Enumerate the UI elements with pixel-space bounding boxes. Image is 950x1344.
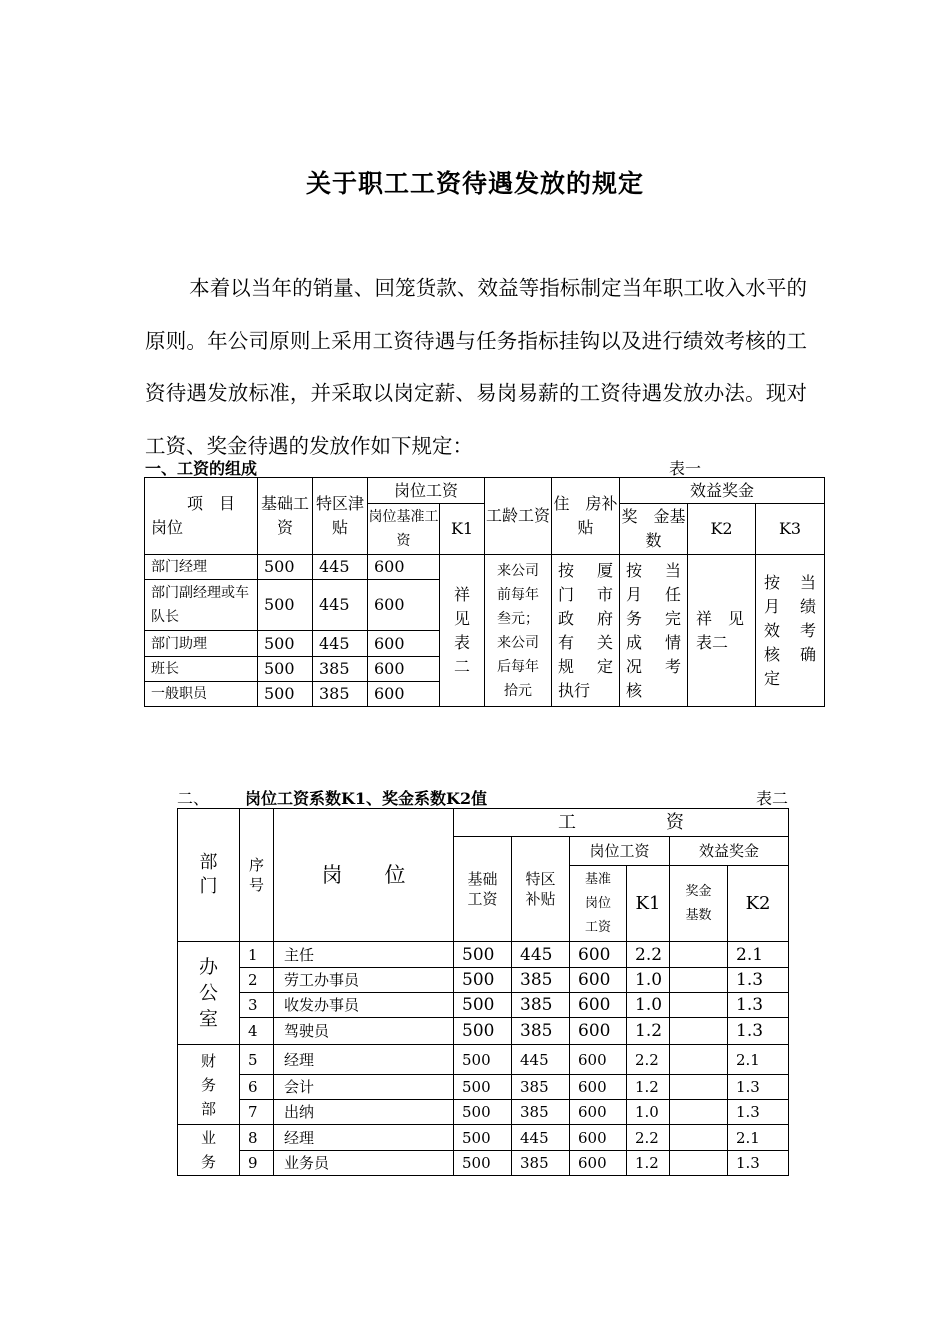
row-k1: 1.2: [627, 1018, 670, 1045]
header-zone: 特区补贴: [512, 837, 570, 942]
row-seq: 3: [240, 993, 274, 1018]
row-k2: 2.1: [728, 942, 789, 968]
coefficient-table: [177, 808, 789, 1176]
table-row: [178, 1151, 789, 1176]
table-row: [178, 1018, 789, 1045]
row-post: 一般职员: [145, 682, 258, 707]
row-postbase: 600: [570, 942, 627, 968]
row-k1: 2.2: [627, 942, 670, 968]
row-post: 班长: [145, 657, 258, 682]
row-postbase: 600: [368, 555, 440, 580]
housing-note: 按 厦门 市政 府有 关规 定执行: [552, 555, 620, 707]
row-zone: 445: [512, 942, 570, 968]
section2-heading: 岗位工资系数K1、奖金系数K2值: [245, 789, 488, 808]
row-post: 驾驶员: [274, 1018, 454, 1045]
header-wage: 工 资: [454, 809, 789, 837]
header-bonusbase: 奖 金基 数: [620, 504, 688, 555]
row-post: 主任: [274, 942, 454, 968]
row-postbase: 600: [368, 580, 440, 631]
row-post: 部门助理: [145, 631, 258, 657]
row-k2: 2.1: [728, 1125, 789, 1151]
table-row: [178, 942, 789, 968]
row-post: 业务员: [274, 1151, 454, 1176]
row-zone: 385: [512, 1018, 570, 1045]
row-postbase: 600: [570, 1100, 627, 1125]
header-post: 岗 位: [274, 809, 454, 942]
row-postbase: 600: [368, 657, 440, 682]
section1-heading: 一、工资的组成: [145, 459, 258, 478]
row-zone: 385: [313, 682, 368, 707]
table-row: [178, 968, 789, 993]
header-dept: [178, 809, 240, 942]
row-postbase: 600: [570, 968, 627, 993]
row-seq: 5: [240, 1045, 274, 1075]
row-base: 500: [258, 555, 313, 580]
seniority-note: 来公司前每年叁元；来公司后每年拾元: [485, 555, 552, 707]
intro-paragraph: [145, 262, 807, 472]
row-postbase: 600: [570, 1045, 627, 1075]
k1-note: 祥见表二: [440, 555, 485, 707]
dept-cell: [178, 942, 240, 1045]
row-base: 500: [258, 580, 313, 631]
row-k1: 1.0: [627, 968, 670, 993]
row-bonusbase: [670, 1125, 728, 1151]
header-housing: 住 房补 贴: [552, 478, 620, 555]
row-k1: 2.2: [627, 1125, 670, 1151]
table-row: [178, 1075, 789, 1100]
header-item: 项 目: [187, 494, 236, 513]
header-postbase: 基准岗位工资: [570, 866, 627, 942]
row-zone: 445: [313, 580, 368, 631]
coefficient-table-body: [178, 942, 789, 1176]
row-k2: 1.3: [728, 1151, 789, 1176]
row-post: 会计: [274, 1075, 454, 1100]
row-zone: 445: [313, 555, 368, 580]
header-seq-text: 序号: [248, 856, 264, 894]
row-post: 劳工办事员: [274, 968, 454, 993]
row-base: 500: [454, 1151, 512, 1176]
row-k1: 1.2: [627, 1151, 670, 1176]
header-postbase: 岗位基准工资: [368, 504, 440, 555]
row-k1: 1.0: [627, 993, 670, 1018]
section2-number: 二、: [177, 789, 210, 808]
dept-cell: [178, 1125, 240, 1176]
header-k1: K1: [440, 504, 485, 555]
row-post: 经理: [274, 1125, 454, 1151]
header-seniority: 工龄工资: [485, 478, 552, 555]
row-base: 500: [454, 1018, 512, 1045]
table-row: [178, 1045, 789, 1075]
page-title: 关于职工工资待遇发放的规定: [305, 169, 644, 198]
row-postbase: 600: [570, 1075, 627, 1100]
dept-name: 财务部: [200, 1051, 216, 1118]
row-zone: 445: [512, 1045, 570, 1075]
header-zone: 特区津贴: [313, 478, 368, 555]
row-seq: 7: [240, 1100, 274, 1125]
row-bonusbase: [670, 1075, 728, 1100]
table-row: [178, 993, 789, 1018]
row-postbase: 600: [570, 1151, 627, 1176]
row-zone: 445: [512, 1125, 570, 1151]
row-bonusbase: [670, 968, 728, 993]
header-item-post: [145, 478, 258, 555]
header-k1: K1: [627, 866, 670, 942]
row-base: 500: [454, 1075, 512, 1100]
row-seq: 4: [240, 1018, 274, 1045]
row-zone: 445: [313, 631, 368, 657]
header-post: 岗位: [151, 518, 184, 537]
row-base: 500: [258, 657, 313, 682]
header-base: 基础工资: [258, 478, 313, 555]
row-postbase: 600: [570, 1018, 627, 1045]
header-postwage: 岗位工资: [570, 837, 670, 866]
row-zone: 385: [512, 968, 570, 993]
row-post: 部门副经理或车队长: [145, 580, 258, 631]
row-bonusbase: [670, 993, 728, 1018]
row-post: 出纳: [274, 1100, 454, 1125]
header-bonus: 效益奖金: [620, 478, 825, 504]
k3-note: 按 当月 绩效 考核 确定: [756, 555, 825, 707]
header-bonus: 效益奖金: [670, 837, 789, 866]
header-k2: K2: [728, 866, 789, 942]
dept-cell: [178, 1045, 240, 1125]
row-k2: 1.3: [728, 1018, 789, 1045]
row-post: 收发办事员: [274, 993, 454, 1018]
header-k3: K3: [756, 504, 825, 555]
row-seq: 1: [240, 942, 274, 968]
row-bonusbase: [670, 1018, 728, 1045]
row-postbase: 600: [570, 993, 627, 1018]
table-row: [145, 555, 825, 580]
row-base: 500: [454, 993, 512, 1018]
row-zone: 385: [512, 993, 570, 1018]
header-base: 基础工资: [454, 837, 512, 942]
row-k1: 1.0: [627, 1100, 670, 1125]
row-postbase: 600: [368, 631, 440, 657]
header-bonusbase: 奖金基数: [670, 866, 728, 942]
header-k2: K2: [688, 504, 756, 555]
table-row: [178, 1125, 789, 1151]
row-k1: 2.2: [627, 1045, 670, 1075]
row-post: 部门经理: [145, 555, 258, 580]
row-zone: 385: [512, 1151, 570, 1176]
row-k2: 1.3: [728, 968, 789, 993]
row-base: 500: [258, 631, 313, 657]
row-base: 500: [454, 942, 512, 968]
row-seq: 6: [240, 1075, 274, 1100]
row-base: 500: [454, 1100, 512, 1125]
row-post: 经理: [274, 1045, 454, 1075]
header-postwage: 岗位工资: [368, 478, 485, 504]
bonusbase-note: 按 当月 任务 完成 情况 考核: [620, 555, 688, 707]
table1-tag: 表一: [669, 459, 702, 478]
intro-text: 本着以当年的销量、回笼货款、效益等指标制定当年职工收入水平的原则。年公司原则上采用工资待遇与任务指标挂钩以及进行绩效考核的工资待遇发放标准，并采取以岗定薪、易岗易薪的工资待遇发放办法。现对工资、奖金待遇的发放作如下规定：: [145, 276, 807, 458]
row-seq: 8: [240, 1125, 274, 1151]
row-base: 500: [454, 1045, 512, 1075]
k2-note: 祥 见表二: [688, 555, 756, 707]
row-base: 500: [258, 682, 313, 707]
row-k2: 1.3: [728, 1075, 789, 1100]
row-zone: 385: [512, 1100, 570, 1125]
dept-name: 业务: [200, 1129, 216, 1171]
row-k1: 1.2: [627, 1075, 670, 1100]
row-bonusbase: [670, 1151, 728, 1176]
row-bonusbase: [670, 1045, 728, 1075]
wage-composition-table: [144, 477, 825, 707]
header-dept-text: 部门: [199, 852, 218, 897]
dept-name: 办公室: [198, 956, 218, 1030]
table-row: [178, 1100, 789, 1125]
row-postbase: 600: [570, 1125, 627, 1151]
row-zone: 385: [512, 1075, 570, 1100]
row-bonusbase: [670, 1100, 728, 1125]
row-base: 500: [454, 968, 512, 993]
row-seq: 2: [240, 968, 274, 993]
row-k2: 1.3: [728, 1100, 789, 1125]
row-k2: 2.1: [728, 1045, 789, 1075]
row-bonusbase: [670, 942, 728, 968]
header-seq: [240, 809, 274, 942]
row-postbase: 600: [368, 682, 440, 707]
row-base: 500: [454, 1125, 512, 1151]
row-k2: 1.3: [728, 993, 789, 1018]
table2-tag: 表二: [756, 789, 789, 808]
row-seq: 9: [240, 1151, 274, 1176]
row-zone: 385: [313, 657, 368, 682]
